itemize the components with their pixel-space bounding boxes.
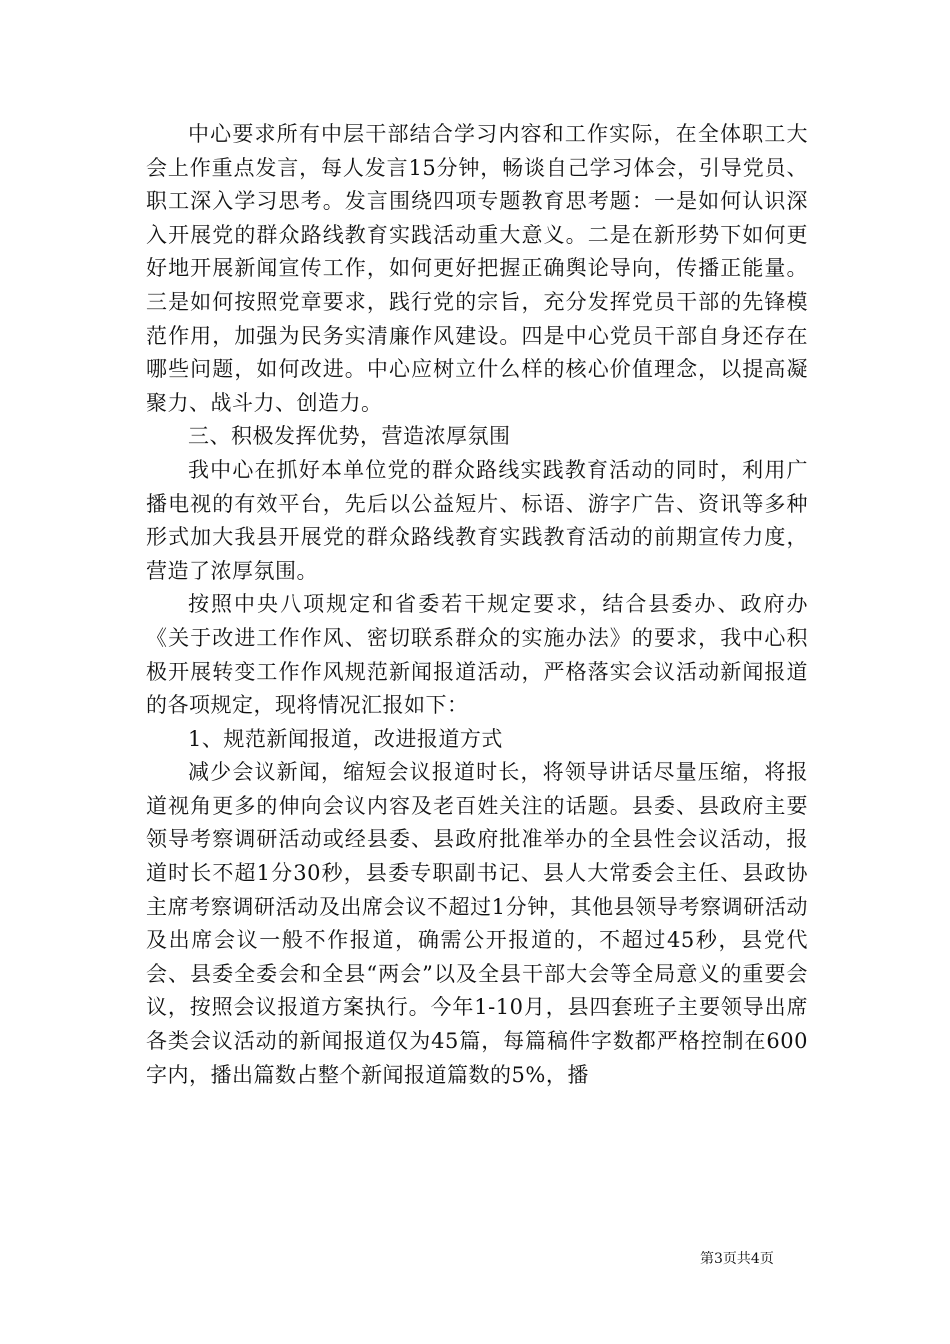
paragraph-study-speech: 中心要求所有中层干部结合学习内容和工作实际，在全体职工大会上作重点发言，每人发言15分钟，畅谈自己学习体会，引导党员、职工深入学习思考。发言围绕四项专题教育思考题：一是如何认识深入开展党的群众路线教育实践活动重大意义。二是在新形势下如何更好地开展新闻宣传工作，如何更好把握正确舆论导向，传播正能量。三是如何按照党章要求，践行党的宗旨，充分发挥党员干部的先锋模范作用，加强为民务实清廉作风建设。四是中心党员干部自身还存在哪些问题，如何改进。中心应树立什么样的核心价值理念，以提高凝聚力、战斗力、创造力。 — [146, 122, 808, 415]
paragraph-publicity: 我中心在抓好本单位党的群众路线实践教育活动的同时，利用广播电视的有效平台，先后以公益短片、标语、游字广告、资讯等多种形式加大我县开展党的群众路线教育实践教育活动的前期宣传力度，营造了浓厚氛围。 — [146, 457, 808, 583]
document-body — [146, 118, 808, 1092]
paragraph-regulations: 按照中央八项规定和省委若干规定要求，结合县委办、政府办《关于改进工作作风、密切联系群众的实施办法》的要求，我中心积极开展转变工作作风规范新闻报道活动，严格落实会议活动新闻报道的各项规定，现将情况汇报如下： — [146, 592, 808, 718]
paragraph-news-reporting: 减少会议新闻，缩短会议报道时长，将领导讲话尽量压缩，将报道视角更多的伸向会议内容及老百姓关注的话题。县委、县政府主要领导考察调研活动或经县委、县政府批准举办的全县性会议活动，报道时长不超1分30秒，县委专职副书记、县人大常委会主任、县政协主席考察调研活动及出席会议不超过1分钟，其他县领导考察调研活动及出席会议一般不作报道，确需公开报道的，不超过45秒，县党代会、县委全委会和全县“两会”以及全县干部大会等全局意义的重要会议，按照会议报道方案执行。今年1-10月，县四套班子主要领导出席各类会议活动的新闻报道仅为45篇，每篇稿件字数都严格控制在600字内，播出篇数占整个新闻报道篇数的5%，播 — [146, 760, 808, 1087]
section-heading-3: 三、积极发挥优势，营造浓厚氛围 — [188, 424, 511, 449]
subsection-heading-1: 1、规范新闻报道，改进报道方式 — [188, 726, 503, 751]
page-number: 第3页共4页 — [700, 1251, 774, 1267]
